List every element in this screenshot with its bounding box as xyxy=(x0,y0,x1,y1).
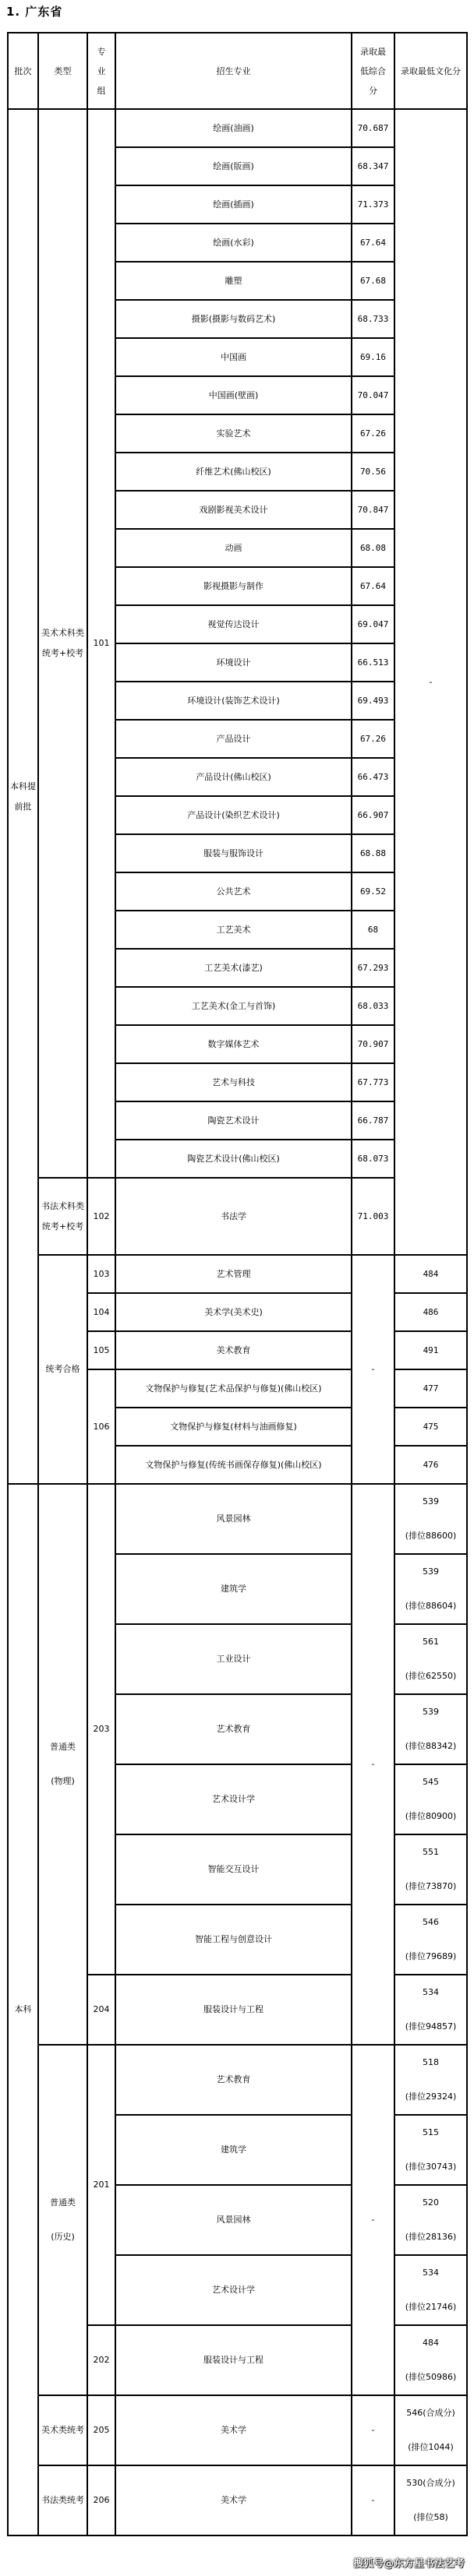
major-cell: 动画 xyxy=(115,529,352,567)
group-cell: 102 xyxy=(87,1178,115,1255)
major-cell: 视觉传达设计 xyxy=(115,605,352,643)
culture-cell xyxy=(394,2325,467,2395)
type-cell xyxy=(38,2045,87,2395)
major-cell: 艺术设计学 xyxy=(115,1764,352,1834)
composite-score-cell: 68.347 xyxy=(352,147,394,185)
culture-rank: (排位1044) xyxy=(408,2442,454,2452)
major-cell: 书法学 xyxy=(115,1178,352,1255)
composite-score-cell: 66.513 xyxy=(352,643,394,682)
table-row xyxy=(8,2395,467,2465)
composite-score-cell: 69.16 xyxy=(352,338,394,376)
table-row xyxy=(8,1255,467,1293)
major-cell: 产品设计 xyxy=(115,720,352,758)
major-cell: 绘画(油画) xyxy=(115,109,352,147)
type-cell: 统考合格 xyxy=(38,1255,87,1484)
culture-rank: (排位79689) xyxy=(405,1951,457,1961)
type-cell: 书法类统考 xyxy=(38,2465,87,2535)
culture-score: 539 xyxy=(423,1496,439,1506)
culture-cell: 486 xyxy=(394,1293,467,1331)
table-row xyxy=(8,2045,467,2115)
major-cell: 文物保护与修复(材料与油画修复) xyxy=(115,1408,352,1446)
composite-score-cell: 66.473 xyxy=(352,758,394,796)
major-cell: 工业设计 xyxy=(115,1624,352,1694)
major-cell: 产品设计(佛山校区) xyxy=(115,758,352,796)
culture-cell: 484 xyxy=(394,1255,467,1293)
culture-cell: 491 xyxy=(394,1331,467,1369)
major-cell: 美术学 xyxy=(115,2465,352,2535)
culture-rank: (排位21746) xyxy=(405,2302,457,2312)
culture-cell xyxy=(394,1694,467,1764)
composite-score-cell: 68.733 xyxy=(352,300,394,338)
major-cell: 美术学 xyxy=(115,2395,352,2465)
major-cell: 建筑学 xyxy=(115,2115,352,2185)
group-cell: 103 xyxy=(87,1255,115,1293)
group-cell: 106 xyxy=(87,1369,115,1484)
culture-score: 520 xyxy=(423,2197,439,2208)
culture-cell: - xyxy=(394,109,467,1255)
batch-cell: 本科提前批 xyxy=(8,109,38,1484)
major-cell: 服装设计与工程 xyxy=(115,1975,352,2045)
composite-score-cell: 71.373 xyxy=(352,185,394,224)
major-cell: 中国画(壁画) xyxy=(115,376,352,414)
group-cell: 104 xyxy=(87,1293,115,1331)
type-line: 普通类 xyxy=(50,2197,76,2208)
major-cell: 文物保护与修复(传统书画保存修复)(佛山校区) xyxy=(115,1446,352,1484)
culture-score: 546 xyxy=(423,1917,439,1927)
culture-cell xyxy=(394,2185,467,2255)
major-cell: 绘画(版画) xyxy=(115,147,352,185)
culture-rank: (排位88600) xyxy=(405,1531,457,1541)
major-cell: 艺术管理 xyxy=(115,1255,352,1293)
major-cell: 绘画(插画) xyxy=(115,185,352,224)
table-row xyxy=(8,109,467,147)
composite-score-cell: 70.047 xyxy=(352,376,394,414)
culture-rank: (排位80900) xyxy=(405,1811,457,1821)
type-cell: 美术类统考 xyxy=(38,2395,87,2465)
major-cell: 环境设计(装饰艺术设计) xyxy=(115,682,352,720)
major-cell: 文物保护与修复(艺术品保护与修复)(佛山校区) xyxy=(115,1369,352,1408)
culture-score: 534 xyxy=(423,2268,439,2278)
header-major: 招生专业 xyxy=(115,33,352,109)
culture-rank: (排位58) xyxy=(413,2512,448,2522)
composite-score-cell: - xyxy=(352,2465,394,2535)
composite-score-cell: 67.293 xyxy=(352,949,394,987)
major-cell: 风景园林 xyxy=(115,2185,352,2255)
culture-cell: 477 xyxy=(394,1369,467,1408)
composite-score-cell: 70.847 xyxy=(352,491,394,529)
type-cell: 美术术科类统考+校考 xyxy=(38,109,87,1178)
culture-rank: (排位73870) xyxy=(405,1881,457,1891)
type-cell xyxy=(38,1484,87,2045)
composite-score-cell: 67.64 xyxy=(352,224,394,262)
composite-score-cell: - xyxy=(352,2045,394,2395)
composite-score-cell: 68.033 xyxy=(352,987,394,1025)
composite-score-cell: 69.047 xyxy=(352,605,394,643)
major-cell: 艺术教育 xyxy=(115,2045,352,2115)
group-cell: 202 xyxy=(87,2325,115,2395)
composite-score-cell: 71.003 xyxy=(352,1178,394,1255)
table-row xyxy=(8,1484,467,1554)
header-batch: 批次 xyxy=(8,33,38,109)
culture-score: 546(合成分) xyxy=(406,2408,455,2418)
culture-score: 530(合成分) xyxy=(406,2478,455,2488)
composite-score-cell: 70.56 xyxy=(352,453,394,491)
admission-table xyxy=(7,32,468,2536)
major-cell: 产品设计(染织艺术设计) xyxy=(115,796,352,834)
major-cell: 戏剧影视美术设计 xyxy=(115,491,352,529)
culture-cell xyxy=(394,1834,467,1905)
major-cell: 建筑学 xyxy=(115,1554,352,1624)
composite-score-cell: 66.907 xyxy=(352,796,394,834)
major-cell: 实验艺术 xyxy=(115,414,352,453)
composite-score-cell: 69.493 xyxy=(352,682,394,720)
composite-score-cell: 67.26 xyxy=(352,414,394,453)
composite-score-cell: 67.68 xyxy=(352,262,394,300)
culture-rank: (排位88342) xyxy=(405,1741,457,1751)
major-cell: 中国画 xyxy=(115,338,352,376)
culture-rank: (排位30743) xyxy=(405,2162,457,2172)
composite-score-cell: 68.88 xyxy=(352,834,394,872)
major-cell: 艺术教育 xyxy=(115,1694,352,1764)
type-cell: 书法术科类统考+校考 xyxy=(38,1178,87,1255)
culture-cell xyxy=(394,2115,467,2185)
culture-rank: (排位28136) xyxy=(405,2232,457,2242)
table-row xyxy=(8,2465,467,2535)
major-cell: 工艺美术(漆艺) xyxy=(115,949,352,987)
culture-score: 515 xyxy=(423,2127,439,2137)
major-cell: 陶瓷艺术设计 xyxy=(115,1101,352,1140)
type-line: (物理) xyxy=(51,1776,75,1786)
major-cell: 雕塑 xyxy=(115,262,352,300)
culture-score: 545 xyxy=(423,1777,439,1787)
culture-cell xyxy=(394,1764,467,1834)
group-cell: 101 xyxy=(87,109,115,1178)
major-cell: 绘画(水彩) xyxy=(115,224,352,262)
composite-score-cell: 70.687 xyxy=(352,109,394,147)
composite-score-cell: 68 xyxy=(352,911,394,949)
major-cell: 服装与服饰设计 xyxy=(115,834,352,872)
major-cell: 数字媒体艺术 xyxy=(115,1025,352,1063)
culture-score: 561 xyxy=(423,1637,439,1647)
composite-score-cell: - xyxy=(352,1484,394,2045)
major-cell: 艺术与科技 xyxy=(115,1063,352,1101)
culture-rank: (排位62550) xyxy=(405,1671,457,1681)
composite-score-cell: 67.773 xyxy=(352,1063,394,1101)
culture-score: 539 xyxy=(423,1707,439,1717)
group-cell: 105 xyxy=(87,1331,115,1369)
major-cell: 智能工程与创意设计 xyxy=(115,1905,352,1975)
culture-score: 484 xyxy=(423,2338,439,2348)
culture-cell: 476 xyxy=(394,1446,467,1484)
culture-score: 539 xyxy=(423,1566,439,1577)
culture-cell xyxy=(394,2395,467,2465)
group-cell: 201 xyxy=(87,2045,115,2325)
culture-cell xyxy=(394,2465,467,2535)
culture-cell xyxy=(394,2045,467,2115)
major-cell: 环境设计 xyxy=(115,643,352,682)
major-cell: 美术学(美术史) xyxy=(115,1293,352,1331)
major-cell: 陶瓷艺术设计(佛山校区) xyxy=(115,1140,352,1178)
culture-score: 534 xyxy=(423,1987,439,1997)
composite-score-cell: 68.08 xyxy=(352,529,394,567)
culture-rank: (排位94857) xyxy=(405,2021,457,2032)
table-header-row xyxy=(8,33,467,109)
culture-rank: (排位29324) xyxy=(405,2091,457,2102)
composite-score-cell: 67.64 xyxy=(352,567,394,605)
major-cell: 智能交互设计 xyxy=(115,1834,352,1905)
major-cell: 风景园林 xyxy=(115,1484,352,1554)
group-cell: 203 xyxy=(87,1484,115,1975)
culture-cell xyxy=(394,1484,467,1554)
type-line: 普通类 xyxy=(50,1742,76,1752)
culture-cell xyxy=(394,2255,467,2325)
group-cell: 205 xyxy=(87,2395,115,2465)
culture-rank: (排位50986) xyxy=(405,2372,457,2382)
major-cell: 影视摄影与制作 xyxy=(115,567,352,605)
header-type: 类型 xyxy=(38,33,87,109)
major-cell: 美术教育 xyxy=(115,1331,352,1369)
major-cell: 公共艺术 xyxy=(115,872,352,911)
composite-score-cell: - xyxy=(352,2395,394,2465)
group-cell: 204 xyxy=(87,1975,115,2045)
culture-rank: (排位88604) xyxy=(405,1601,457,1611)
culture-cell: 475 xyxy=(394,1408,467,1446)
culture-cell xyxy=(394,1975,467,2045)
batch-cell: 本科 xyxy=(8,1484,38,2535)
composite-score-cell: 69.52 xyxy=(352,872,394,911)
culture-cell xyxy=(394,1554,467,1624)
group-cell: 206 xyxy=(87,2465,115,2535)
section-title: 1. 广东省 xyxy=(6,5,63,19)
composite-score-cell: 68.073 xyxy=(352,1140,394,1178)
watermark: 搜狐号@东方星书法艺考 xyxy=(352,2558,465,2570)
culture-cell xyxy=(394,1624,467,1694)
header-group: 专业组 xyxy=(87,33,115,109)
culture-score: 551 xyxy=(423,1847,439,1857)
composite-score-cell: 70.907 xyxy=(352,1025,394,1063)
major-cell: 工艺美术(金工与首饰) xyxy=(115,987,352,1025)
culture-score: 518 xyxy=(423,2057,439,2067)
major-cell: 服装设计与工程 xyxy=(115,2325,352,2395)
header-min-culture: 录取最低文化分 xyxy=(394,33,467,109)
composite-score-cell: - xyxy=(352,1255,394,1484)
type-line: (历史) xyxy=(51,2232,75,2242)
major-cell: 纤维艺术(佛山校区) xyxy=(115,453,352,491)
major-cell: 艺术设计学 xyxy=(115,2255,352,2325)
culture-cell xyxy=(394,1905,467,1975)
composite-score-cell: 67.26 xyxy=(352,720,394,758)
header-min-composite: 录取最低综合分 xyxy=(352,33,394,109)
major-cell: 工艺美术 xyxy=(115,911,352,949)
composite-score-cell: 66.787 xyxy=(352,1101,394,1140)
major-cell: 摄影(摄影与数码艺术) xyxy=(115,300,352,338)
